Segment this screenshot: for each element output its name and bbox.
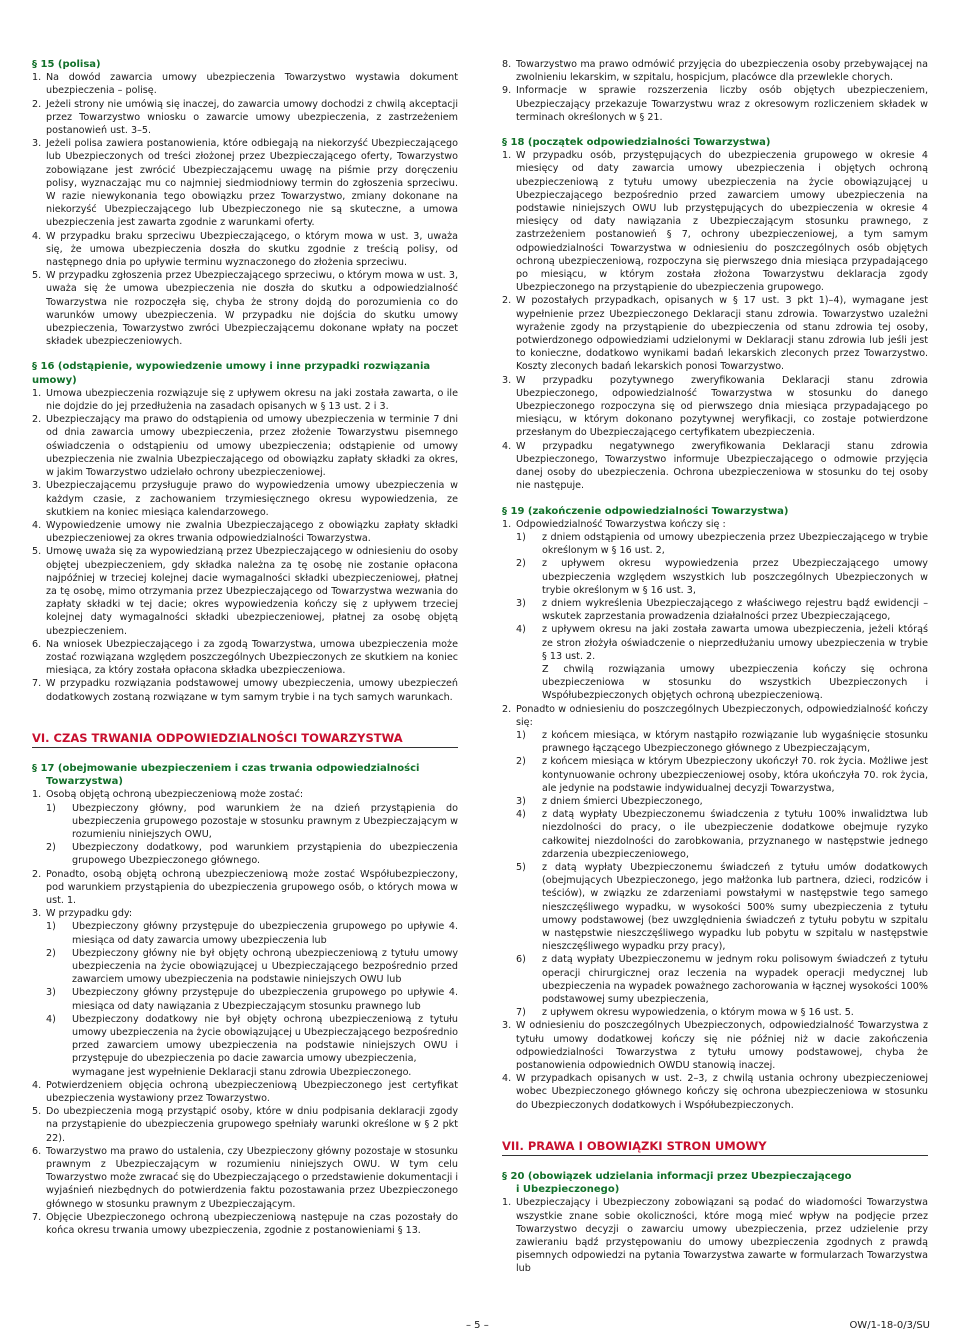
item-number: 2. — [502, 295, 512, 307]
item-text: Ubezpieczający i Ubezpieczony zobowiązani są podać do wiadomości Towarzystwa wszystkie znane sobie okoliczności, które mogą mieć wpływ na podjęcie przez Towarzystwo decyzji o zawarciu umowy ubezpieczenia, przez udzielenie przy zawieraniu bądź przystępowaniu do umowy ubezpieczenia zgodnych z prawdą pisemnych odpowiedzi na pytania Towarzystwa zawarte w formularzach Towarzystwa lub — [516, 1197, 928, 1275]
numbered-paragraph — [32, 1079, 458, 1105]
section-heading: § 18 (początek odpowiedzialności Towarzystwa) — [502, 137, 771, 149]
numbered-paragraph — [32, 479, 458, 519]
sub-item — [502, 795, 928, 808]
chapter-heading: VI. CZAS TRWANIA ODPOWIEDZIALNOŚCI TOWARZYSTWA — [32, 732, 458, 748]
section-heading-line: i Ubezpieczonego) — [516, 1184, 620, 1196]
item-number: 4. — [502, 440, 512, 452]
item-text: Ubezpieczony dodatkowy, pod warunkiem przystąpienia do ubezpieczenia grupowego Ubezpieczonego głównego. — [72, 842, 458, 867]
numbered-paragraph — [502, 440, 928, 493]
item-number: 7. — [32, 1211, 42, 1223]
item-text: z końcem miesiąca w którym Ubezpieczony ukończył 70. rok życia. Możliwe jest kontynuowanie ochrony ubezpieczeniowej osoby, która ukończyła 70. rok życia, ale jedynie na podstawie indywidualnej decyzji Towarzystwa, — [542, 756, 928, 794]
item-text: Umowa ubezpieczenia rozwiązuje się z upływem okresu na jaki została zawarta, o ile nie dojdzie do jej przedłużenia na zasadach opisanych w § 13 ust. 2 i 3. — [46, 387, 458, 413]
sub-item — [502, 1006, 928, 1019]
item-text: W przypadku zgłoszenia przez Ubezpieczającego sprzeciwu, o którym mowa w ust. 3, uważa się że umowa ubezpieczenia nie doszła do skutku a odpowiedzialność Towarzystwa nie rozpoczęła się, chyba że strony dojdą do porozumienia co do warunków umowy ubezpieczenia. W przypadku nie dojścia do skutku umowy ubezpieczenia, Towarzystwo zwróci Ubezpieczającemu dokonane wpłaty na poczet składek ubezpieczeniowych. — [46, 270, 458, 348]
item-number: 1. — [502, 518, 512, 530]
item-text: Ubezpieczającemu przysługuje prawo do wypowiedzenia umowy ubezpieczenia w każdym czasie, z zachowaniem trzymiesięcznego okresu wypowiedzenia, ze skutkiem na koniec miesiąca kalendarzowego. — [46, 480, 458, 518]
numbered-paragraph — [32, 788, 458, 801]
item-number: 7. — [32, 678, 42, 690]
item-number: 6. — [32, 638, 42, 650]
page-number: – 5 – — [466, 1320, 489, 1331]
item-text: Potwierdzeniem objęcia ochroną ubezpieczeniową Ubezpieczonego jest certyfikat ubezpieczenia wystawiony przez Towarzystwo. — [46, 1079, 458, 1105]
item-text: Ubezpieczony główny przystępuje do ubezpieczenia grupowego po upływie 4. miesiąca od daty nawiązania z Ubezpieczającym stosunku prawnego lub — [72, 987, 458, 1012]
item-text: Ponadto, osobą objętą ochroną ubezpieczeniową może zostać Współubezpieczony, pod warunkiem przystąpienia do ubezpieczenia grupowego osób, o których mowa w ust. 1. — [46, 868, 458, 906]
item-number: 5. — [32, 1106, 42, 1118]
item-text: Towarzystwo ma prawo do ustalenia, czy Ubezpieczony główny pozostaje w stosunku prawnym z Ubezpieczającym w rozumieniu niniejszych OWU. W tym celu Towarzystwo może zwracać się do Ubezpieczającego o przedstawienie dokumentacji i wyjaśnień niezbędnych do potwierdzenia faktu pozostawania przez Ubezpieczonego głównego w stosunku prawnym z Ubezpieczającym. — [46, 1145, 458, 1210]
numbered-paragraph — [32, 907, 458, 920]
item-number: 2) — [46, 947, 56, 959]
item-text: W przypadku rozwiązania podstawowej umowy ubezpieczenia, umowy ubezpieczeń dodatkowych zostaną rozwiązane w tym samym trybie i na tych samych warunkach. — [46, 678, 458, 703]
item-text: z dniem śmierci Ubezpieczonego, — [542, 795, 703, 807]
item-text: z dniem wykreślenia Ubezpieczającego z właściwego rejestru bądź ewidencji – wskutek zaprzestania prowadzenia działalności przez Ubezpieczającego, — [542, 597, 928, 623]
item-number: 4) — [516, 624, 526, 636]
item-text: z upływem okresu wypowiedzenia, o którym mowa w § 16 ust. 5. — [542, 1007, 854, 1019]
sub-item — [32, 802, 458, 842]
numbered-paragraph — [32, 868, 458, 908]
numbered-paragraph — [32, 1105, 458, 1145]
numbered-paragraph — [32, 1145, 458, 1211]
numbered-paragraph — [32, 137, 458, 229]
continuation-text: Z chwilą rozwiązania umowy ubezpieczenia kończy się ochrona ubezpieczeniowa w stosunku do wszystkich Ubezpieczonych i Współubezpieczonych objętych ochroną ubezpieczeniową. — [542, 663, 928, 702]
numbered-paragraph — [32, 387, 458, 413]
item-text: Objęcie Ubezpieczonego ochroną ubezpieczeniową następuje na czas pozostały do końca okresu trwania umowy ubezpieczenia, zgodnie z postanowieniami § 13. — [46, 1211, 458, 1237]
item-number: 3. — [32, 138, 42, 150]
item-text: z dniem odstąpienia od umowy ubezpieczenia przez Ubezpieczającego w trybie określonym w § 16 ust. 2, — [542, 531, 928, 557]
sub-item — [502, 729, 928, 755]
item-number: 1) — [46, 802, 56, 814]
item-number: 4) — [46, 1013, 56, 1025]
item-text: Ubezpieczający ma prawo do odstąpienia od umowy ubezpieczenia w terminie 7 dni od dnia zawarcia umowy ubezpieczenia, przez złożenie Towarzystwu pisemnego oświadczenia o odstąpieniu od umowy ubezpieczenia; odstąpienie od umowy ubezpieczenia nie zwalnia Ubezpieczającego od obowiązku zapłaty składki za okres, w jakim Towarzystwo udzielało ochrony ubezpieczeniowej. — [46, 414, 458, 479]
numbered-paragraph — [502, 84, 928, 124]
item-number: 1) — [516, 531, 526, 543]
item-text: Ubezpieczony główny, pod warunkiem że na dzień przystąpienia do ubezpieczenia grupowego pozostaje w stosunku prawnym z Ubezpieczającym w rozumieniu niniejszych OWU, — [72, 802, 458, 840]
item-text: Odpowiedzialność Towarzystwa kończy się : — [516, 518, 726, 530]
continuation-text: wymagane jest wypełnienie Deklaracji stanu zdrowia Ubezpieczonego. — [72, 1066, 412, 1078]
sub-item — [502, 861, 928, 953]
section-heading-line: Towarzystwa) — [46, 776, 123, 788]
sub-item — [32, 1013, 458, 1066]
item-number: 4. — [32, 519, 42, 531]
item-number: 2. — [32, 98, 42, 110]
section-heading-line: § 20 (obowiązek udzielania informacji przez Ubezpieczającego — [502, 1171, 852, 1183]
item-text: W przypadkach opisanych w ust. 2–3, z chwilą ustania ochrony ubezpieczeniowej wobec Ubezpieczonego głównego kończy się ochrona ubezpieczeniowa w stosunku do Ubezpieczonych dodatkowych i Współubezpieczonych. — [516, 1073, 928, 1111]
item-text: Umowę uważa się za wypowiedzianą przez Ubezpieczającego w odniesieniu do osoby objętej ubezpieczeniem, gdy składka należna za tę osobę nie zostanie opłacona najpóźniej w trzeciej kolejnej dacie wymagalności składki ubezpieczeniowej, płatnej za tę osobę, mimo otrzymania przez Ubezpieczającego od Towarzystwa wezwania do zapłaty składki w tej dacie; okres wypowiedzenia kończy się z upływem trzeciej kolejnej daty wymagalności składki ubezpieczeniowej, płatnej za osobę objętą ubezpieczeniem. — [46, 546, 458, 637]
item-text: z datą wypłaty Ubezpieczonemu w jednym roku polisowym świadczeń z tytułu operacji chirurgicznej oraz leczenia na wypadek operacji medycznej lub ubezpieczenia na wypadek poważnego zachorowania w łącznej wysokości 100% podstawowej sumy ubezpieczenia, — [542, 954, 929, 1006]
item-text: Jeżeli strony nie umówią się inaczej, do zawarcia umowy dochodzi z chwilą akceptacji przez Towarzystwo wniosku o zawarcie umowy ubezpieczenia, z zastrzeżeniem postanowień ust. 3–5. — [46, 98, 458, 137]
item-number: 1. — [32, 789, 42, 801]
numbered-paragraph — [502, 1196, 928, 1275]
item-text: Towarzystwo ma prawo odmówić przyjęcia do ubezpieczenia osoby przebywającej na zwolnieniu lekarskim, w szpitalu, hospicjum, placówce dla przewlekle chorych. — [516, 59, 928, 84]
numbered-paragraph — [32, 98, 458, 138]
item-number: 7) — [516, 1007, 526, 1019]
left-column — [32, 58, 458, 1237]
numbered-paragraph — [32, 269, 458, 348]
item-text: z datą wypłaty Ubezpieczonemu świadczeń z tytułu umów dodatkowych (obejmujących Ubezpieczonego, jego małżonka lub partnera, dzieci, rodziców i teściów), w związku ze zdarzeniami powstałymi w następstwie tego samego nieszczęśliwego wypadku, w wysokości 500% sumy ubezpieczenia z tytułu umowy podstawowej (bez uwzględnienia świadczeń z tytułu pobytu w szpitalu w następstwie nieszczęśliwego wypadku lub pobytu w szpitalu w następstwie nieszczęśliwego wypadku przy pracy), — [542, 861, 928, 953]
section-heading: § 19 (zakończenie odpowiedzialności Towarzystwa) — [502, 505, 789, 517]
item-number: 2. — [502, 703, 512, 715]
item-number: 3) — [516, 795, 526, 807]
sub-item — [32, 947, 458, 987]
item-number: 2) — [46, 842, 56, 854]
numbered-paragraph — [32, 71, 458, 97]
numbered-paragraph — [502, 374, 928, 440]
item-text: Jeżeli polisa zawiera postanowienia, które odbiegają na niekorzyść Ubezpieczającego lub Ubezpieczonych od treści złożonej przez Ubezpieczającego oferty, Towarzystwo zobowiązane jest zwrócić Ubezpieczającemu uwagę na piśmie przy doręczeniu polisy, wyznaczając mu co najmniej siedmiodniowy termin do zgłoszenia sprzeciwu. W razie niewykonania tego obowiązku przez Towarzystwo, zmiany dokonane na niekorzyść Ubezpieczającego lub Ubezpieczonego nie są skuteczne, a umowa ubezpieczenia jest zawarta zgodnie z warunkami oferty. — [46, 138, 458, 229]
chapter-heading: VII. PRAWA I OBOWIĄZKI STRON UMOWY — [502, 1140, 928, 1156]
item-text: z końcem miesiąca, w którym nastąpiło rozwiązanie lub wygaśnięcie stosunku prawnego łączącego Ubezpieczonego głównego z Ubezpieczającym, — [542, 729, 928, 755]
numbered-paragraph — [502, 149, 928, 294]
item-text: Ponadto w odniesieniu do poszczególnych Ubezpieczonych, odpowiedzialność kończy się: — [516, 703, 928, 728]
sub-item — [32, 920, 458, 946]
sub-item — [32, 841, 458, 867]
numbered-paragraph — [502, 1019, 928, 1072]
numbered-paragraph — [32, 413, 458, 479]
item-text: Osobą objętą ochroną ubezpieczeniową może zostać: — [46, 789, 304, 801]
item-text: z datą wypłaty Ubezpieczonemu świadczenia z tytułu 100% inwalidztwa lub niezdolności do pracy, o ile ubezpieczenie dodatkowe obejmuje ryzyko całkowitej niezdolności do zarobkowania, przyznanego w następstwie jednego zdarzenia ubezpieczeniowego, — [542, 809, 928, 860]
item-text: Informacje w sprawie rozszerzenia liczby osób objętych ubezpieczeniem, Ubezpieczający przekazuje Towarzystwu wraz z okresowym rozliczeniem składek w terminach określonych w § 21. — [516, 85, 928, 123]
sub-item — [502, 808, 928, 861]
numbered-paragraph — [32, 545, 458, 637]
sub-item — [32, 986, 458, 1012]
item-text: Ubezpieczony dodatkowy nie był objęty ochroną ubezpieczeniową z tytułu umowy ubezpieczenia na życie obowiązującej u Ubezpieczającego bezpośrednio przed zawarciem umowy ubezpieczenia na podstawie niniejszych OWU i przystępuje do ubezpieczenia po dacie zawarcia umowy ubezpieczenia, — [72, 1013, 458, 1065]
numbered-paragraph — [502, 1072, 928, 1112]
item-number: 9. — [502, 85, 512, 97]
item-number: 3. — [502, 1020, 512, 1032]
item-text: W przypadku negatywnego zweryfikowania Deklaracji stanu zdrowia Ubezpieczonego, Towarzystwo informuje Ubezpieczającego o odmowie przyjęcia danej osoby do ubezpieczenia. Ochrona ubezpieczeniowa w stosunku do tej osoby nie następuje. — [516, 440, 928, 492]
item-text: W przypadku osób, przystępujących do ubezpieczenia grupowego w okresie 4 miesięcy od daty zawarcia umowy ubezpieczenia i objętych ochroną ubezpieczeniową z tytułu umowy ubezpieczenia na życie obowiązującej u Ubezpieczającego bezpośrednio przed zawarciem umowy ubezpieczenia na podstawie niniejszych OWU lub przystępujących do ubezpieczenia w okresie 4 miesięcy od daty nawiązania z Ubezpieczającym stosunku prawnego, z zastrzeżeniem postanowień § 7, ochrony ubezpieczeniowej, a tym samym odpowiedzialności Towarzystwa w odniesieniu do poszczególnych osób objętych ochroną ubezpieczeniową, rozpoczyna się pierwszego dnia miesiąca przypadającego po miesiącu, w którym została złożona Towarzystwu deklaracja zgody Ubezpieczonego na przystąpienie do ubezpieczenia grupowego. — [516, 150, 928, 294]
item-number: 5. — [32, 546, 42, 558]
numbered-paragraph — [32, 230, 458, 270]
item-number: 6. — [32, 1145, 42, 1157]
item-text: Na wniosek Ubezpieczającego i za zgodą Towarzystwa, umowa ubezpieczenia może zostać rozwiązana względem poszczególnych Ubezpieczonych ze skutkiem na koniec miesiąca, za który została opłacona składka ubezpieczeniowa. — [46, 638, 458, 677]
section-heading: § 16 (odstąpienie, wypowiedzenie umowy i inne przypadki rozwiązania umowy) — [32, 361, 431, 386]
item-text: W przypadku pozytywnego zweryfikowania Deklaracji stanu zdrowia Ubezpieczonego, odpowiedzialność Towarzystwa w stosunku do danego Ubezpieczonego rozpoczyna się od pierwszego dnia miesiąca przypadającego po miesiącu, w którym dokonano pozytywnej weryfikacji, co zostaje potwierdzone przesłanym do Ubezpieczającego certyfikatem ubezpieczenia. — [516, 374, 928, 439]
item-number: 4. — [502, 1073, 512, 1085]
section-heading: § 15 (polisa) — [32, 59, 101, 70]
item-number: 5. — [32, 270, 42, 282]
item-text: Wypowiedzenie umowy nie zwalnia Ubezpieczającego z obowiązku zapłaty składki ubezpieczeniowej za okres trwania odpowiedzialności Towarzystwa. — [46, 519, 458, 545]
numbered-paragraph — [32, 1211, 458, 1237]
item-text: Ubezpieczony główny nie był objęty ochroną ubezpieczeniową z tytułu umowy ubezpieczenia na życie obowiązującej u Ubezpieczającego bezpośrednio przed zawarciem umowy ubezpieczenia na podstawie niniejszych OWU lub — [72, 947, 458, 986]
numbered-paragraph — [32, 677, 458, 703]
item-number: 1. — [32, 72, 42, 84]
item-number: 8. — [502, 59, 512, 70]
right-column — [502, 58, 928, 1276]
numbered-paragraph — [502, 58, 928, 84]
item-text: W przypadku braku sprzeciwu Ubezpieczającego, o którym mowa w ust. 3, uważa się, że umowa ubezpieczenia doszła do skutku zgodnie z treścią polisy, od następnego dnia po upływie terminu wyznaczonego do złożenia sprzeciwu. — [46, 230, 458, 269]
section-heading — [32, 762, 458, 788]
item-number: 3. — [32, 480, 42, 492]
sub-item — [502, 953, 928, 1006]
item-number: 2) — [516, 558, 526, 570]
item-number: 1) — [516, 729, 526, 741]
item-text: W przypadku gdy: — [46, 908, 133, 920]
document-code: OW/1-18-0/3/SU — [849, 1320, 930, 1331]
item-number: 3. — [32, 908, 42, 920]
item-number: 3) — [46, 987, 56, 999]
sub-item — [502, 597, 928, 623]
item-text: W pozostałych przypadkach, opisanych w § 17 ust. 3 pkt 1)–4), wymagane jest wypełnienie przez Ubezpieczonego Deklaracji stanu zdrowia. Towarzystwo uzależni wyrażenie zgody na przystąpienie do ubezpieczenia od stanu zdrowia tej osoby, potwierdzonego odpowiedziami udzielonymi w Deklaracji stanu zdrowia lub jeśli jest to konieczne, dodatkowo wynikami badań lekarskich zleconych przez Towarzystwo. Koszty zleconych badań lekarskich ponosi Towarzystwo. — [516, 295, 928, 373]
item-text: W odniesieniu do poszczególnych Ubezpieczonych, odpowiedzialność Towarzystwa z tytułu umowy dodatkowej kończy się nie później niż w dacie zakończenia odpowiedzialności Towarzystwa z tytułu umowy podstawowej, chyba że postanowienia odpowiednich OWDU stanowią inaczej. — [516, 1020, 928, 1072]
item-text: Na dowód zawarcia umowy ubezpieczenia Towarzystwo wystawia dokument ubezpieczenia – polisę. — [46, 72, 458, 97]
item-number: 4. — [32, 1079, 42, 1091]
section-heading-line: § 17 (obejmowanie ubezpieczeniem i czas trwania odpowiedzialności — [32, 762, 420, 774]
item-number: 2. — [32, 868, 42, 880]
section-heading — [502, 1170, 928, 1196]
item-number: 3) — [516, 597, 526, 609]
item-number: 1. — [32, 387, 42, 399]
numbered-paragraph — [502, 703, 928, 729]
item-number: 4) — [516, 809, 526, 821]
item-number: 4. — [32, 230, 42, 242]
item-number: 2. — [32, 414, 42, 426]
item-text: Do ubezpieczenia mogą przystąpić osoby, które w dniu podpisania deklaracji zgody na przystąpienie do ubezpieczenia grupowego spełniały warunki określone w § 2 pkt 22). — [46, 1106, 458, 1144]
sub-item — [502, 755, 928, 795]
item-number: 1. — [502, 1197, 512, 1209]
item-number: 5) — [516, 861, 526, 873]
numbered-paragraph — [32, 638, 458, 678]
item-text: z upływem okresu wypowiedzenia przez Ubezpieczającego umowy ubezpieczenia względem wszystkich lub poszczególnych Ubezpieczonych w trybie określonym w § 16 ust. 3, — [542, 558, 928, 596]
item-number: 1. — [502, 150, 512, 162]
item-number: 3. — [502, 374, 512, 386]
item-text: Ubezpieczony główny przystępuje do ubezpieczenia grupowego po upływie 4. miesiąca od daty zawarcia umowy ubezpieczenia lub — [72, 921, 458, 946]
item-number: 2) — [516, 756, 526, 768]
numbered-paragraph — [502, 518, 928, 531]
numbered-paragraph — [32, 519, 458, 545]
numbered-paragraph — [502, 294, 928, 373]
item-number: 1) — [46, 921, 56, 933]
item-text: z upływem okresu na jaki została zawarta umowa ubezpieczenia, jeżeli którąś ze stron złożyła oświadczenie o nieprzedłużaniu umowy ubezpieczenia w trybie § 13 ust. 2. — [542, 624, 928, 662]
sub-item — [502, 531, 928, 557]
sub-item — [502, 557, 928, 597]
sub-item — [502, 623, 928, 663]
item-number: 6) — [516, 954, 526, 966]
